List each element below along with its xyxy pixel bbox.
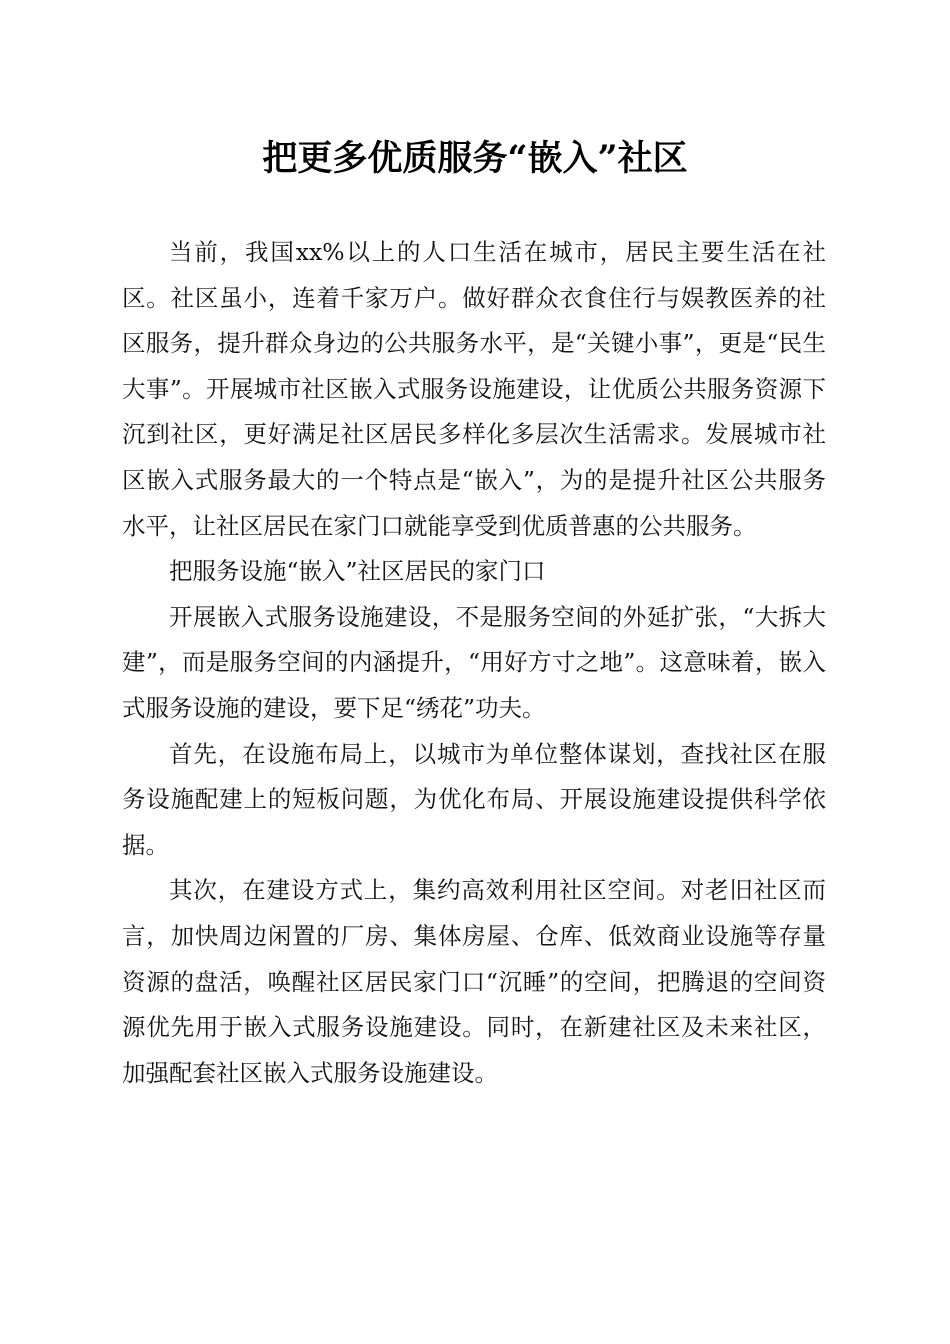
paragraph-subheading: 把服务设施“嵌入”社区居民的家门口 (169, 557, 546, 586)
paragraph-second: 其次，在建设方式上，集约高效利用社区空间。对老旧社区而言，加快周边闲置的厂房、集体房屋、仓库、低效商业设施等存量资源的盘活，唤醒社区居民家门口“沉睡”的空间，把腾退的空间资源优先用于嵌入式服务设施建设。同时，在新建社区及未来社区，加强配套社区嵌入式服务设施建设。 (122, 876, 826, 1087)
paragraph-construction: 开展嵌入式服务设施建设，不是服务空间的外延扩张，“大拆大建”，而是服务空间的内涵提升，“用好方寸之地”。这意味着，嵌入式服务设施的建设，要下足“绣花”功夫。 (122, 602, 826, 722)
document-body (122, 230, 826, 1096)
document-title: 把更多优质服务“嵌入”社区 (262, 138, 688, 179)
paragraph-first: 首先，在设施布局上，以城市为单位整体谋划，查找社区在服务设施配建上的短板问题，为优化布局、开展设施建设提供科学依据。 (122, 739, 826, 859)
paragraph-intro: 当前，我国xx%以上的人口生活在城市，居民主要生活在社区。社区虽小，连着千家万户。做好群众衣食住行与娱教医养的社区服务，提升群众身边的公共服务水平，是“关键小事”，更是“民生大事”。开展城市社区嵌入式服务设施建设，让优质公共服务资源下沉到社区，更好满足社区居民多样化多层次生活需求。发展城市社区嵌入式服务最大的一个特点是“嵌入”，为的是提升社区公共服务水平，让社区居民在家门口就能享受到优质普惠的公共服务。 (122, 238, 826, 540)
